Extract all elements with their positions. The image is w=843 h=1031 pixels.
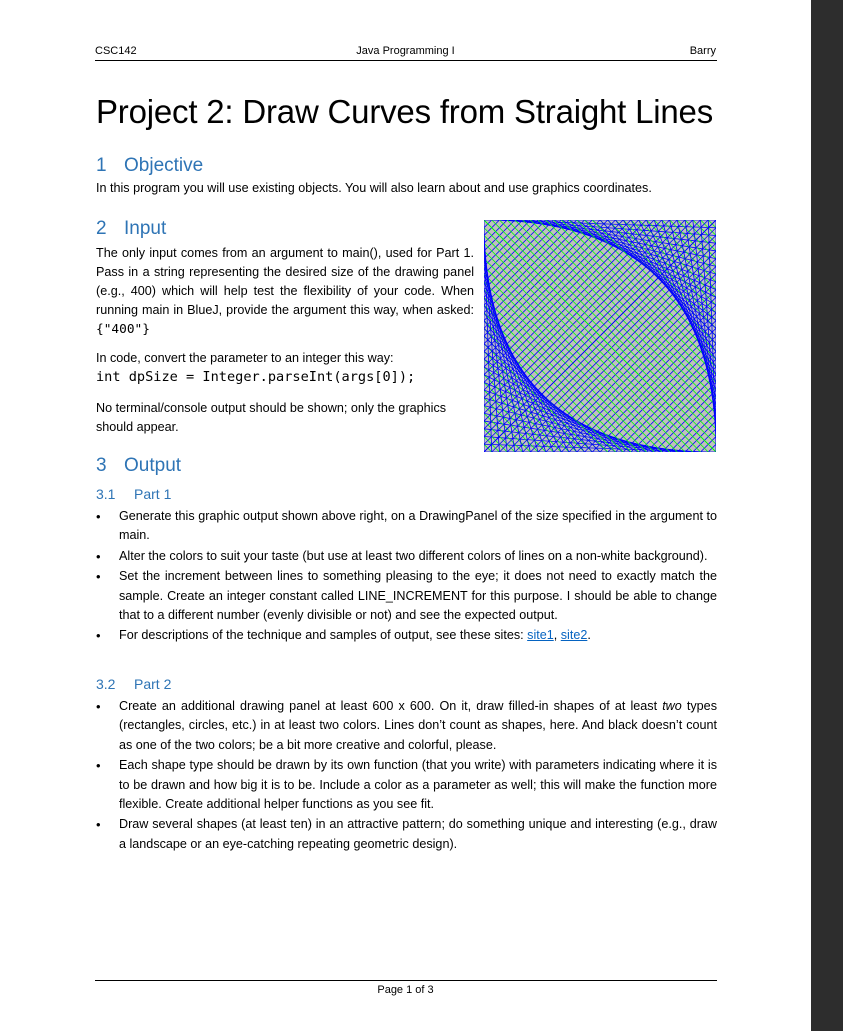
heading-number: 3.1	[96, 486, 116, 502]
part2-bullet-list	[96, 697, 717, 855]
parse-code-line: int dpSize = Integer.parseInt(args[0]);	[96, 369, 416, 385]
list-item	[96, 626, 717, 645]
heading-text: Part 2	[134, 676, 172, 692]
curves-figure	[484, 220, 716, 452]
header-author: Barry	[689, 45, 716, 57]
site2-link[interactable]: site2	[560, 628, 588, 643]
header-rule	[95, 60, 717, 61]
header-subject: Java Programming I	[356, 45, 455, 57]
emphasis-text: two	[662, 699, 682, 713]
input-paragraph-1-text: The only input comes from an argument to main(), used for Part 1. Pass in a string representing the desired size of the drawing panel (e.g., 400) which will help test the flexibility of your code. When running main in BlueJ, provide the argument this way, when asked:	[96, 246, 474, 317]
heading-number: 3	[96, 455, 107, 476]
objective-text: In this program you will use existing objects. You will also learn about and use graphics coordinates.	[96, 181, 652, 195]
part1-bullet-list	[96, 507, 717, 647]
input-paragraph-2-text: In code, convert the parameter to an integer this way:	[96, 351, 394, 365]
input-paragraph-1	[96, 244, 474, 339]
heading-number: 2	[96, 218, 107, 239]
footer-rule	[95, 980, 717, 981]
heading-output	[96, 455, 181, 477]
heading-part1	[96, 486, 171, 502]
heading-number: 1	[96, 155, 107, 176]
heading-text: Part 1	[134, 486, 172, 502]
page-title: Project 2: Draw Curves from Straight Lines	[96, 93, 713, 130]
list-item-text: For descriptions of the technique and samples of output, see these sites:	[119, 628, 528, 643]
heading-text: Output	[124, 455, 182, 476]
heading-text: Input	[124, 218, 167, 239]
list-item: • Set the increment between lines to something pleasing to the eye; it does not need to exactly match the sample. Create an integer constant called LINE_INCREMENT for this purpose. I should be able to change that to a different number (evenly divisible or not) and see the expected output.	[96, 567, 717, 625]
list-item	[96, 697, 717, 755]
input-paragraph-3: No terminal/console output should be shown; only the graphics should appear.	[96, 401, 447, 434]
heading-number: 3.2	[96, 676, 116, 692]
footer-page-number: Page 1 of 3	[377, 984, 434, 996]
list-item: • Draw several shapes (at least ten) in an attractive pattern; do something unique and interesting (e.g., draw a landscape or an eye-catching repeating geometric design).	[96, 815, 717, 854]
list-item: • Generate this graphic output shown above right, on a DrawingPanel of the size specified in the argument to main.	[96, 507, 717, 546]
heading-text: Objective	[124, 155, 204, 176]
heading-part2	[96, 676, 171, 692]
input-example-code: {"400"}	[96, 322, 150, 337]
list-item: • Each shape type should be drawn by its own function (that you write) with parameters indicating where it is to be drawn and how big it is to be. Include a color as a parameter as well; this will make the function more flexible. Create additional helper functions as you see fit.	[96, 756, 717, 814]
list-item: • Alter the colors to suit your taste (but use at least two different colors of lines on a non-white background).	[96, 547, 717, 566]
site1-link[interactable]: site1	[527, 628, 554, 643]
heading-input	[96, 218, 166, 240]
list-item-suffix: .	[587, 628, 591, 643]
link-separator: ,	[553, 628, 561, 643]
heading-objective	[96, 155, 203, 177]
vertical-scrollbar[interactable]	[811, 0, 843, 1031]
input-paragraph-2	[96, 349, 474, 387]
header-course: CSC142	[95, 45, 137, 57]
list-item-text: Create an additional drawing panel at least 600 x 600. On it, draw filled-in shapes of at least	[119, 699, 663, 713]
list-item-text: types (rectangles, circles, etc.) in at least two colors. Lines don’t count as shapes, here. And black doesn’t count as one of the two colors; be a bit more creative and colorful, please.	[119, 699, 717, 752]
